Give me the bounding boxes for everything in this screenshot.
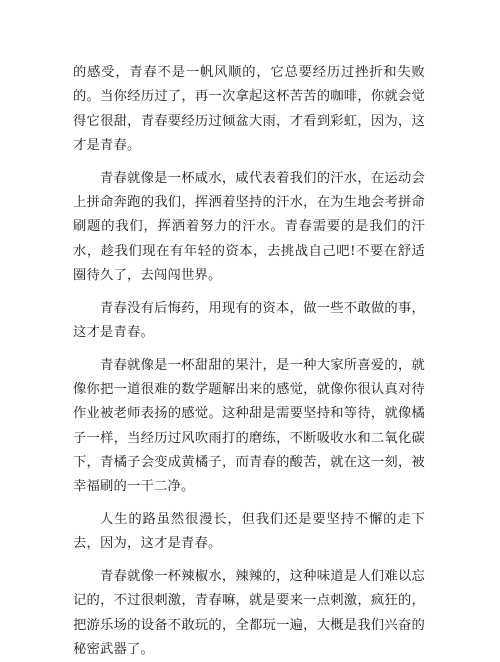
paragraph-3: 青春没有后悔药，用现有的资本，做一些不敢做的事，这才是青春。: [73, 300, 425, 340]
paragraph-2: 青春就像是一杯咸水，咸代表着我们的汗水，在运动会上拼命奔跑的我们，挥洒着坚持的汗水，在为生地会考拼命刷题的我们，挥洒着努力的汗水。青春需要的是我们的汗水，趁我们现在有年轻的资本，去挑战自己吧!不要在舒适圈待久了，去闯闯世界。: [73, 170, 425, 283]
paragraph-6: 青春就像一杯辣椒水，辣辣的，这种味道是人们难以忘记的，不过很刺激，青春嘛，就是要来一点刺激，疯狂的，把游乐场的设备不敢玩的，全都玩一遍，大概是我们兴奋的秘密武器了。: [73, 569, 425, 658]
paragraph-1: 的感受，青春不是一帆风顺的，它总要经历过挫折和失败的。当你经历过了，再一次拿起这杯苦苦的咖啡，你就会觉得它很甜，青春要经历过倾盆大雨，才看到彩虹，因为，这才是青春。: [73, 65, 425, 153]
paragraph-5: 人生的路虽然很漫长，但我们还是要坚持不懈的走下去，因为，这才是青春。: [73, 512, 425, 552]
article-body: [73, 61, 425, 662]
paragraph-4: 青春就像是一杯甜甜的果汁，是一种大家所喜爱的，就像你把一道很难的数学题解出来的感觉，就像你很认真对待作业被老师表扬的感觉。这种甜是需要坚持和等待，就像橘子一样，当经历过风吹雨打的磨练，不断吸收水和二氧化碳下，青橘子会变成黄橘子，而青春的酸苦，就在这一刻，被幸福刷的一干二净。: [73, 357, 425, 495]
